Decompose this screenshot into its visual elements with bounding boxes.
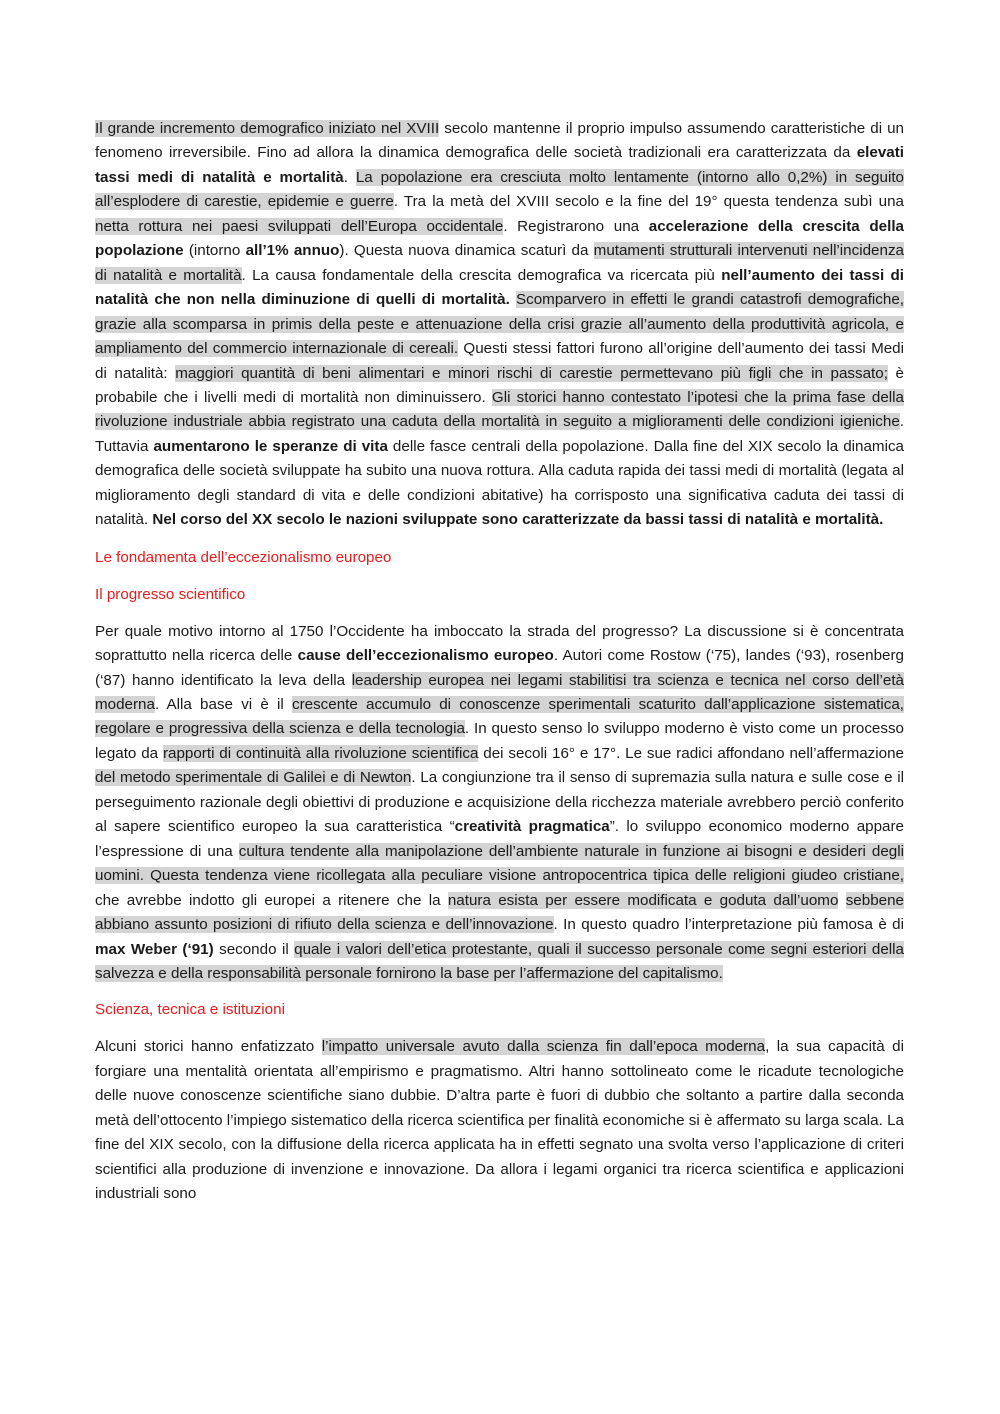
text-run: Alcuni storici hanno enfatizzato	[95, 1038, 322, 1056]
text-run: . Tra la metà del XVIII secolo e la fine del 19° questa tendenza subì una	[393, 193, 904, 211]
text-run: è probabile che i livelli medi di mortalità non diminuissero.	[95, 364, 904, 406]
text-run	[838, 892, 845, 909]
bold-text: max Weber (‘91)	[95, 940, 214, 958]
highlighted-text: rapporti di continuità alla rivoluzione scientifica	[162, 744, 479, 762]
bold-text: accelerazione della crescita della popolazione	[95, 217, 904, 260]
text-run: secondo il	[213, 940, 295, 958]
text-run: , la sua capacità di forgiare una mentalità orientata all’empirismo e pragmatismo. Altri hanno sottolineato come le ricadute tecnologiche delle nuove conoscenze scientifiche siano dubbie. D’altra parte è fuori di dubbio che soltanto a partire dalla seconda metà dell’ottocento l’impiego sistematico della ricerca scientifica per finalità economiche si è affermato su larga scala. La fine del XIX secolo, con la diffusione della ricerca applicata ha in effetti segnato una svolta verso l’applicazione di criteri scientifici alla produzione di invenzione e innovazione. Da allora i legami organici tra ricerca scientifica e applicazioni industriali sono	[95, 1038, 905, 1203]
bold-text: cause dell’eccezionalismo europeo	[297, 647, 554, 665]
text-run: . Tuttavia	[95, 413, 904, 455]
highlighted-text: del metodo sperimentale di Galilei e di Newton	[95, 769, 412, 787]
highlighted-text: leadership europea nei legami stabilitisi tra scienza e tecnica nel corso dell’età moderna	[95, 671, 904, 713]
highlighted-text: l’impatto universale avuto dalla scienza fin dall’epoca moderna	[321, 1038, 766, 1056]
text-run: . In questo senso lo sviluppo moderno è visto come un processo legato da	[95, 720, 904, 762]
text-run: Questi stessi fattori furono all’origine dell’aumento dei tassi Medi di natalità:	[95, 340, 904, 382]
heading-scientific-progress: Il progresso scientifico	[95, 585, 246, 603]
document-page	[95, 117, 904, 1207]
text-run: dei secoli 16° e 17°. Le sue radici affondano nell’affermazione	[478, 744, 904, 762]
bold-text: all’1% annuo	[245, 242, 340, 260]
text-run: . Autori come Rostow (‘75), landes (‘93), rosenberg (‘87) hanno identificato la leva della	[95, 647, 904, 689]
highlighted-text: Gli storici hanno contestato l’ipotesi che la prima fase della rivoluzione industriale abbia registrato una caduta della mortalità in seguito a miglioramenti delle condizioni igieniche	[95, 388, 904, 431]
text-run: secolo mantenne il proprio impulso assumendo caratteristiche di un fenomeno irreversibile. Fino ad allora la dinamica demografica delle società tradizionali era caratterizzata da	[95, 120, 904, 162]
highlighted-text: netta rottura nei paesi sviluppati dell’Europa occidentale	[95, 217, 504, 235]
highlighted-text: quale i valori dell’etica protestante, quali il successo personale come segni esteriori della salvezza e della responsabilità personale fornirono la base per l’affermazione del capitalismo.	[95, 940, 904, 982]
highlighted-text: cultura tendente alla manipolazione dell’ambiente naturale in funzione ai bisogni e desideri degli uomini. Questa tendenza viene ricollegata alla peculiare visione antropocentrica tipica delle religioni giudeo cristiane,	[95, 842, 904, 885]
highlighted-text: crescente accumulo di conoscenze sperimentali scaturito dall’applicazione sistematica, regolare e progressiva della scienza e della tecnologia	[95, 695, 904, 738]
highlighted-text: natura esista per essere modificata e goduta dall’uomo	[447, 891, 839, 909]
text-run: delle fasce centrali della popolazione. Dalla fine del XIX secolo la dinamica demografica delle società sviluppate ha subito una nuova rottura. Alla caduta rapida dei tassi medi di mortalità (legata al miglioramento degli standard di vita e delle condizioni abitative) ha corrisposto una significativa caduta dei tassi di natalità.	[95, 437, 904, 529]
highlighted-text: Scomparvero in effetti le grandi catastrofi demografiche, grazie alla scomparsa in primis della peste e attenuazione della crisi grazie all’aumento della produttività agricola, e ampliamento del commercio internazionale di cereali.	[95, 291, 904, 358]
bold-text: elevati tassi medi di natalità e mortalità	[95, 144, 904, 186]
bold-text: aumentarono le speranze di vita	[153, 437, 388, 455]
text-run: . La congiunzione tra il senso di supremazia sulla natura e sulle cose e il perseguimento razionale degli obiettivi di produzione e acquisizione della ricchezza materiale avrebbero perciò conferito al sapere scientifico europeo la sua caratteristica “	[95, 769, 904, 836]
paragraph-demography	[95, 117, 904, 533]
bold-text: nell’aumento dei tassi di natalità che non nella diminuzione di quelli di mortalità.	[95, 266, 905, 309]
text-run: . Registrarono una	[503, 217, 649, 235]
highlighted-text: sebbene abbiano assunto posizioni di rifiuto della scienza e dell’innovazione	[95, 891, 904, 934]
highlighted-text: La popolazione era cresciuta molto lentamente (intorno allo 0,2%) in seguito all’esplodere di carestie, epidemie e guerre	[95, 168, 904, 211]
text-run: Per quale motivo intorno al 1750 l’Occidente ha imboccato la strada del progresso? La discussione si è concentrata soprattutto nella ricerca delle	[95, 622, 904, 665]
text-run: . La causa fondamentale della crescita demografica va ricercata più	[241, 266, 722, 284]
text-run: . In questo quadro l’interpretazione più famosa è di	[553, 916, 905, 934]
highlighted-text: Il grande incremento demografico iniziato nel XVIII	[95, 120, 440, 137]
text-run: ”. lo sviluppo economico moderno appare l’espressione di una	[95, 818, 904, 860]
highlighted-text: mutamenti strutturali intervenuti nell’incidenza di natalità e mortalità	[95, 242, 904, 284]
bold-text: Nel corso del XX secolo le nazioni sviluppate sono caratterizzate da bassi tassi di natalità e mortalità.	[152, 511, 884, 529]
paragraph-scientific-progress	[95, 620, 904, 987]
paragraph-science-technology	[95, 1035, 904, 1206]
bold-text: creatività pragmatica	[454, 818, 610, 836]
text-run: che avrebbe indotto gli europei a ritenere che la	[95, 891, 448, 909]
text-run: . Alla base vi è il	[154, 695, 292, 713]
heading-foundations: Le fondamenta dell’eccezionalismo europeo	[95, 548, 392, 566]
highlighted-text: maggiori quantità di beni alimentari e minori rischi di carestie permettevano più figli che in passato;	[175, 364, 888, 382]
text-run: .	[343, 168, 356, 186]
text-run: ). Questa nuova dinamica scaturì da	[339, 242, 594, 260]
text-run: (intorno	[183, 242, 246, 260]
heading-science-technology: Scienza, tecnica e istituzioni	[95, 1001, 285, 1019]
